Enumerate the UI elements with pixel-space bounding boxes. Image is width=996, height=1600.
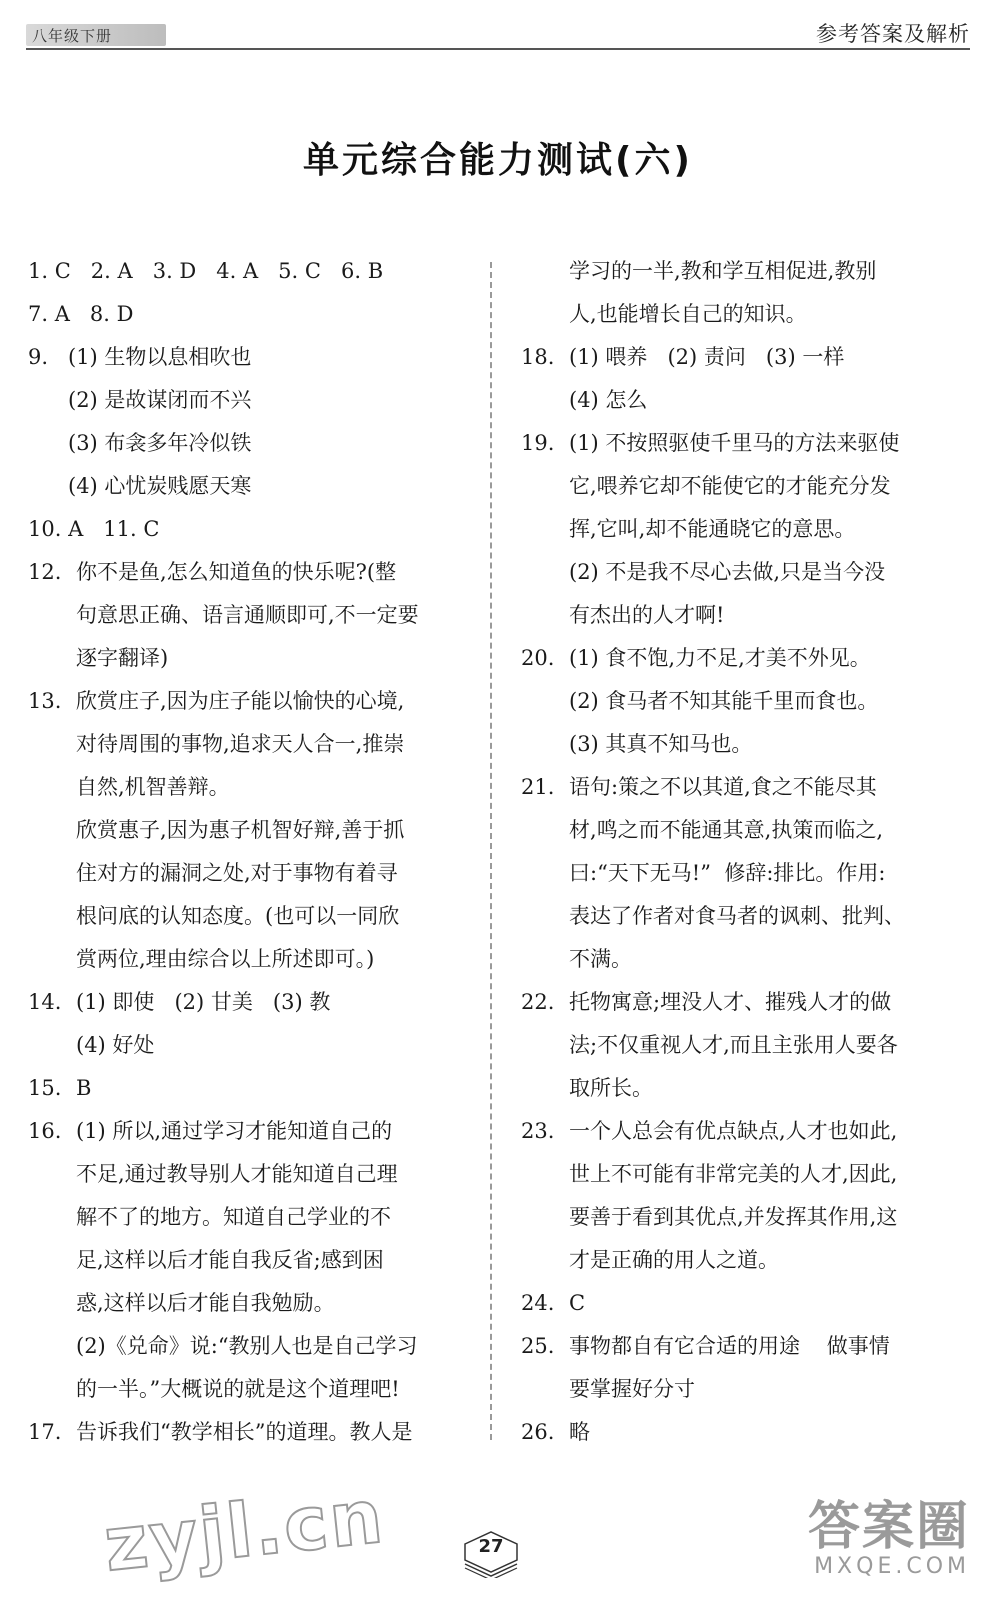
answer-line: 的一半。”大概说的就是这个道理吧!	[76, 1377, 400, 1401]
answer-15	[28, 1067, 468, 1110]
watermark-mxqe-title: 答案圈	[807, 1497, 970, 1557]
answer-number: 18.	[521, 345, 555, 369]
answer-26	[521, 1411, 953, 1454]
answer-number: 25.	[521, 1334, 555, 1358]
answer-line: 要掌握好分寸	[569, 1377, 695, 1401]
right-column	[521, 250, 953, 1454]
answer-line: (1) 不按照驱使千里马的方法来驱使	[569, 431, 900, 455]
answer-line: C	[569, 1291, 586, 1315]
page-number: 27	[478, 1536, 504, 1557]
answer-line: 逐字翻译)	[76, 646, 169, 670]
answer-16	[28, 1110, 468, 1411]
answer-line: (3) 布衾多年冷似铁	[68, 431, 252, 455]
answer-line: 事物都自有它合适的用途 做事情	[569, 1334, 890, 1358]
answer-25	[521, 1325, 953, 1411]
answer-line: 句意思正确、语言通顺即可,不一定要	[76, 603, 419, 627]
answer-line: (4) 怎么	[569, 388, 648, 412]
answer-number: 26.	[521, 1420, 555, 1444]
answer-number: 21.	[521, 775, 555, 799]
answer-line: 足,这样以后才能自我反省;感到困	[76, 1248, 384, 1272]
answer-line: 要善于看到其优点,并发挥其作用,这	[569, 1205, 898, 1229]
answer-number-blank	[521, 250, 569, 336]
answer-23	[521, 1110, 953, 1282]
section-label: 参考答案及解析	[816, 22, 970, 46]
answer-line: (1) 喂养 (2) 责问 (3) 一样	[569, 345, 845, 369]
answer-line: 欣赏庄子,因为庄子能以愉快的心境,	[76, 689, 405, 713]
answer-line: 人,也能增长自己的知识。	[569, 302, 807, 326]
left-column	[28, 250, 468, 1454]
answer-line: (2) 食马者不知其能千里而食也。	[569, 689, 879, 713]
answer-line: B	[76, 1076, 92, 1100]
answer-line: (3) 其真不知马也。	[569, 732, 753, 756]
answer-number: 20.	[521, 646, 555, 670]
answer-line: 语句:策之不以其道,食之不能尽其	[569, 775, 877, 799]
answer-number: 16.	[28, 1119, 62, 1143]
answer-line: (2) 是故谋闭而不兴	[68, 388, 252, 412]
answer-17-continued	[521, 250, 953, 336]
answer-line: 世上不可能有非常完美的人才,因此,	[569, 1162, 898, 1186]
answer-line: 住对方的漏洞之处,对于事物有着寻	[76, 861, 398, 885]
answer-line: 托物寓意;埋没人才、摧残人才的做	[569, 990, 892, 1014]
answer-line: 略	[569, 1420, 590, 1444]
answer-line: 对待周围的事物,追求天人合一,推崇	[76, 732, 405, 756]
answer-line: 有杰出的人才啊!	[569, 603, 725, 627]
answer-line: 学习的一半,教和学互相促进,教别	[569, 259, 877, 283]
answer-line: (2) 不是我不尽心去做,只是当今没	[569, 560, 886, 584]
answer-line: (1) 所以,通过学习才能知道自己的	[76, 1119, 393, 1143]
answer-line: 告诉我们“教学相长”的道理。教人是	[76, 1420, 413, 1444]
answer-line: 材,鸣之而不能通其意,执策而临之,	[569, 818, 884, 842]
watermark-mxqe	[807, 1497, 970, 1579]
answer-number: 17.	[28, 1420, 62, 1444]
answer-line: (4) 心忧炭贱愿天寒	[68, 474, 252, 498]
answer-24	[521, 1282, 953, 1325]
answer-line: 取所长。	[569, 1076, 653, 1100]
answer-line: (2)《兑命》说:“教别人也是自己学习	[76, 1334, 418, 1358]
answer-line: 表达了作者对食马者的讽刺、批判、	[569, 904, 905, 928]
answer-line: 不足,通过教导别人才能知道自己理	[76, 1162, 398, 1186]
answer-line: 解不了的地方。知道自己学业的不	[76, 1205, 391, 1229]
answer-line: 一个人总会有优点缺点,人才也如此,	[569, 1119, 898, 1143]
answer-line: 欣赏惠子,因为惠子机智好辩,善于抓	[76, 818, 405, 842]
answer-number: 19.	[521, 431, 555, 455]
answer-line: 你不是鱼,怎么知道鱼的快乐呢?(整	[76, 560, 397, 584]
answer-line: 惑,这样以后才能自我勉励。	[76, 1291, 335, 1315]
answer-number: 13.	[28, 689, 62, 713]
answer-20	[521, 637, 953, 766]
answer-number: 24.	[521, 1291, 555, 1315]
answer-9	[28, 336, 468, 508]
answers-7-8: 7. A 8. D	[28, 302, 134, 326]
answer-number: 15.	[28, 1076, 62, 1100]
answer-line: 曰:“天下无马!” 修辞:排比。作用:	[569, 861, 886, 885]
watermark-mxqe-url: MXQE.COM	[814, 1554, 970, 1579]
answer-13	[28, 680, 468, 981]
answer-line: (1) 即使 (2) 甘美 (3) 教	[76, 990, 331, 1014]
answer-line: (1) 食不饱,力不足,才美不外见。	[569, 646, 871, 670]
answer-17	[28, 1411, 468, 1454]
answers-1-6: 1. C 2. A 3. D 4. A 5. C 6. B	[28, 259, 384, 283]
answer-number: 14.	[28, 990, 62, 1014]
answer-line: 法;不仅重视人才,而且主张用人要各	[569, 1033, 898, 1057]
answer-line: 根问底的认知态度。(也可以一同欣	[76, 904, 400, 928]
answer-line: 它,喂养它却不能使它的才能充分发	[569, 474, 891, 498]
answer-21	[521, 766, 953, 981]
header-rule	[26, 48, 970, 50]
answer-19	[521, 422, 953, 637]
answers-10-11: 10. A 11. C	[28, 517, 160, 541]
answer-line: 挥,它叫,却不能通晓它的意思。	[569, 517, 856, 541]
page-title: 单元综合能力测试(六)	[303, 140, 693, 181]
answer-number: 23.	[521, 1119, 555, 1143]
answer-line: 赏两位,理由综合以上所述即可。)	[76, 947, 375, 971]
answer-number: 22.	[521, 990, 555, 1014]
answer-14	[28, 981, 468, 1067]
answer-number: 9.	[28, 345, 49, 369]
answer-line: (4) 好处	[76, 1033, 155, 1057]
grade-label: 八年级下册	[26, 24, 166, 46]
column-divider	[490, 262, 492, 1440]
answer-line: (1) 生物以息相吹也	[68, 345, 252, 369]
answer-number: 12.	[28, 560, 62, 584]
answer-line: 自然,机智善辩。	[76, 775, 230, 799]
answer-22	[521, 981, 953, 1110]
answer-12	[28, 551, 468, 680]
answer-line: 才是正确的用人之道。	[569, 1248, 779, 1272]
answer-line: 不满。	[569, 947, 632, 971]
answer-18	[521, 336, 953, 422]
watermark-zyjl: zyjl.cn	[100, 1473, 389, 1589]
